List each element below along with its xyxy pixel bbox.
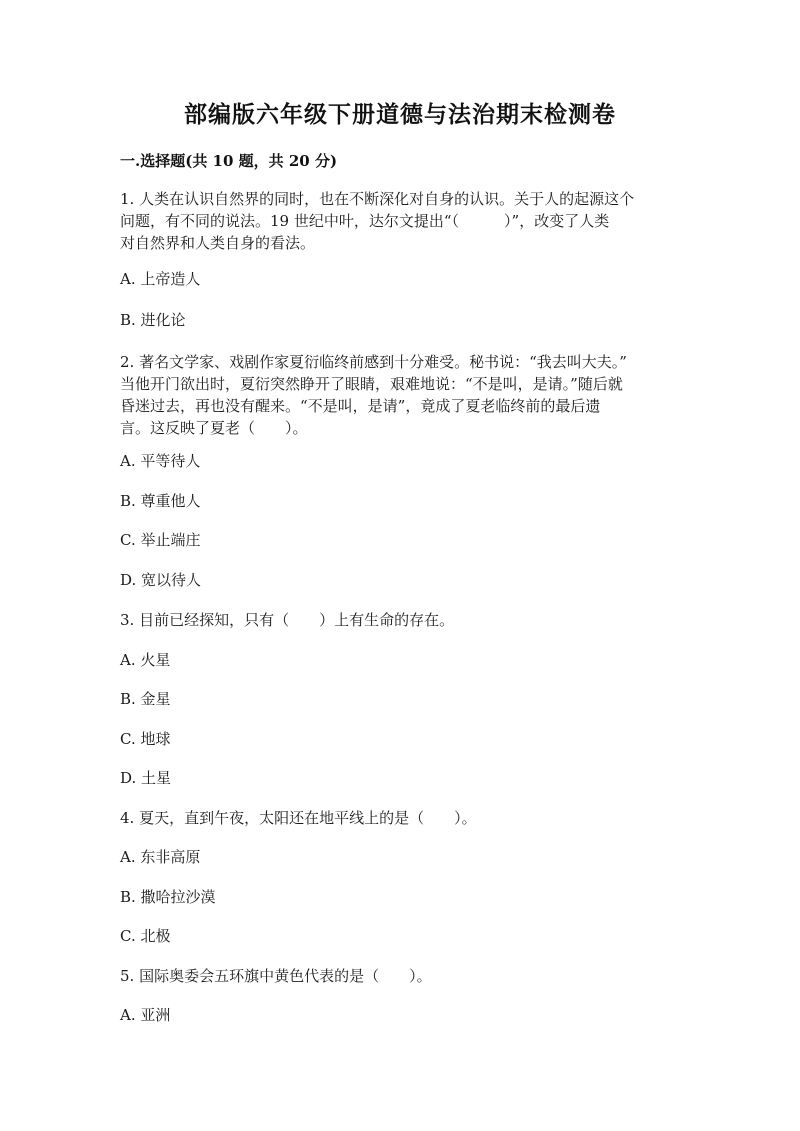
question-3-option-a: A. 火星	[120, 651, 171, 669]
question-1-option-b: B. 进化论	[120, 311, 186, 329]
question-3-stem	[120, 609, 680, 631]
question-1-stem	[120, 188, 680, 254]
question-4-option-c: C. 北极	[120, 927, 171, 945]
question-2-line-4: 言。这反映了夏老（ ）。	[120, 419, 308, 437]
question-1-line-2: 问题，有不同的说法。19 世纪中叶，达尔文提出“（ ）”，改变了人类	[120, 212, 610, 230]
question-4-option-b: B. 撒哈拉沙漠	[120, 888, 216, 906]
question-2-line-3: 昏迷过去，再也没有醒来。“不是叫，是请”，竟成了夏老临终前的最后遗	[120, 397, 601, 415]
page-title: 部编版六年级下册道德与法治期末检测卷	[184, 101, 616, 128]
question-2-stem	[120, 351, 680, 439]
question-2-line-2: 当他开门欲出时，夏衍突然睁开了眼睛，艰难地说：“不是叫，是请。”随后就	[120, 375, 623, 393]
question-4-option-a: A. 东非高原	[120, 848, 201, 866]
question-1-line-1: 1. 人类在认识自然界的同时，也在不断深化对自身的认识。关于人的起源这个	[120, 190, 635, 208]
question-5-option-a: A. 亚洲	[120, 1006, 171, 1024]
question-4-line-1: 4. 夏天，直到午夜，太阳还在地平线上的是（ ）。	[120, 809, 477, 827]
question-3-option-c: C. 地球	[120, 730, 171, 748]
question-5-stem	[120, 965, 680, 987]
question-1-line-3: 对自然界和人类自身的看法。	[120, 234, 316, 252]
question-3-option-b: B. 金星	[120, 690, 171, 708]
question-3-line-1: 3. 目前已经探知，只有（ ）上有生命的存在。	[120, 611, 455, 629]
question-2-option-d: D. 宽以待人	[120, 571, 202, 589]
question-2-option-c: C. 举止端庄	[120, 531, 201, 549]
question-5-line-1: 5. 国际奥委会五环旗中黄色代表的是（ ）。	[120, 967, 432, 985]
question-2-option-a: A. 平等待人	[120, 452, 201, 470]
question-2-line-1: 2. 著名文学家、戏剧作家夏衍临终前感到十分难受。秘书说：“我去叫大夫。”	[120, 353, 627, 371]
section-header: 一.选择题(共 10 题，共 20 分)	[120, 152, 338, 170]
question-4-stem	[120, 807, 680, 829]
question-1-option-a: A. 上帝造人	[120, 270, 201, 288]
question-2-option-b: B. 尊重他人	[120, 492, 201, 510]
question-3-option-d: D. 土星	[120, 769, 172, 787]
